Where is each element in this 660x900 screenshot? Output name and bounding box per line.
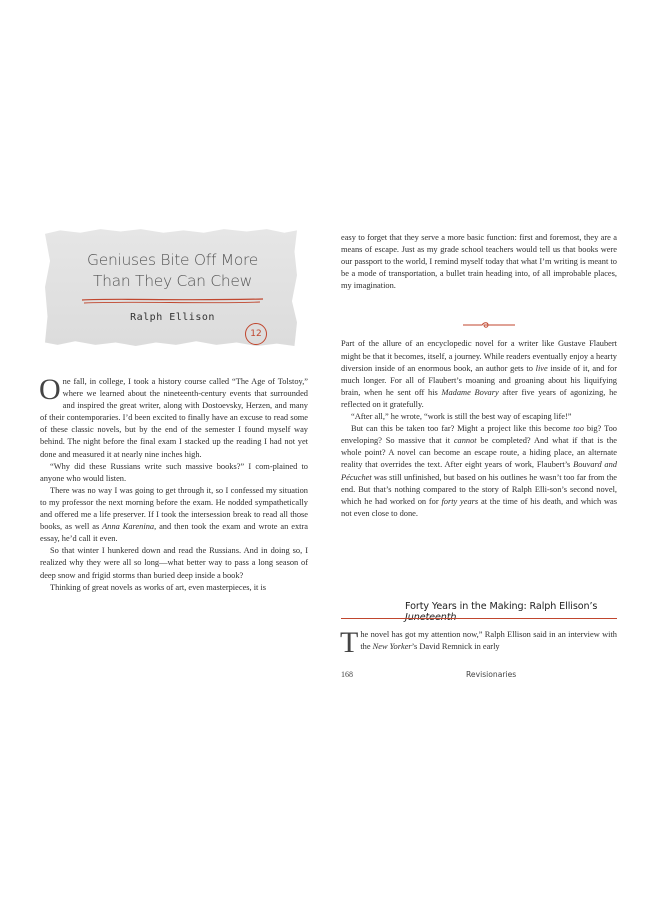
paragraph-opening [39,373,308,461]
italic-title: Madame Bovary [441,387,499,397]
text-run: after five years of agonizing, he reflected on it gratefully. [341,387,617,409]
paragraph [341,423,617,520]
drop-cap: T [340,626,359,659]
section-opening [340,626,617,659]
text-run: But can this be taken too far? Might a project like this become [351,424,574,434]
paragraph-text: ne fall, in college, I took a history course called “The Age of Tolstoy,” where we learned about the nineteenth-century events that surrounded and inspired the great writer, along with Dostoevsky, Herzen, and many of their contemporaries. I’d been excited to finally have an excuse to read some of these classic novels, but by the end of the semester I found myself way behind. The night before the final exam I stacked up the reading I had not yet done and measured it at nearly nine inches high. [40,377,308,459]
section-ornament-icon [462,320,516,330]
italic-title: New Yorker [372,642,412,652]
paragraph: easy to forget that they serve a more basic function: first and foremost, they are a means of escape. Just as my grade school teachers would tell us that books were our passport to the world, I remind myself today that what I’m writing is meant to be a mode of transportation, a bullet train heading into, of all improbable places, my imagination. [341,233,617,291]
paragraph: So that winter I hunkered down and read the Russians. And in doing so, I realized why they were all so long—what better way to pass a long season of deep snow and frigid storms than buried deep inside a book? [40,546,308,580]
chapter-title [50,250,295,292]
paragraph: Thinking of great novels as works of art, even masterpieces, it is [50,582,267,592]
italic-word: too [573,424,584,434]
chapter-title-line-1: Geniuses Bite Off More [87,251,258,269]
paragraph: “After all,” he wrote, “work is still the best way of escaping life!” [351,412,572,422]
italic-word: forty years [441,496,479,506]
text-run: at the time of his death, and which was not even close to done. [341,496,617,518]
italic-title: Bouvard and Pécuchet [341,460,617,482]
paragraph [341,338,617,411]
section-heading [405,601,615,623]
text-run: big? Too enveloping? So massive that it [341,424,617,446]
text-run: inside of it, and for much longer. For all of Flaubert’s moaning and groaning about his liquifying brain, when he sent off his [341,363,617,397]
text-run: Part of the allure of an encyclopedic novel for a writer like Gustave Flaubert might be that it becomes, itself, a journey. While readers eventually enjoy a hearty diversion inside of an enormous book, an author gets to [341,339,617,373]
section-rule [341,618,617,619]
paragraph-opening [340,626,617,659]
text-run: ’s David Remnick in early [411,642,500,652]
title-underline-scribble [80,297,265,305]
drop-cap: O [39,373,61,406]
text-run: , and then took the exam and wrote an extra essay, he’d call it even. [40,522,308,544]
chapter-author: Ralph Ellison [130,312,215,323]
page-number: 168 [341,670,353,679]
section-heading-text: Forty Years in the Making: Ralph Ellison’s [405,601,598,612]
italic-word: live [535,363,548,373]
chapter-number-badge: 12 [245,323,267,345]
right-column [341,232,617,520]
text-run: was still unfinished, but based on his outlines he wasn’t too far from the end. But that’s nothing compared to the story of Ralph Elli-son’s second novel, which he had worked on for [341,472,617,506]
text-run: There was no way I was going to get through it, so I confessed my situation to my professor the next morning before the exam. He nodded sympathetically and offered me a life preserver. If I took the intersession break to read all those books, as well as [40,485,308,532]
chapter-title-line-2: Than They Can Chew [92,272,252,290]
paragraph: “Why did these Russians write such massive books?” I com-plained to anyone who would listen. [40,461,308,483]
left-column [39,373,308,594]
text-run: he novel has got my attention now,” Ralph Ellison said in an interview with the [360,630,617,652]
paragraph [40,485,308,545]
running-footer: Revisionaries [466,670,517,679]
text-run: be completed? And what if that is the whole point? A novel can become an escape route, a hiding place, an alternate reality that overrides the text. After eight years of work, Flaubert’s [341,436,617,470]
italic-word: cannot [453,436,477,446]
italic-title: Anna Karenina [102,522,155,532]
